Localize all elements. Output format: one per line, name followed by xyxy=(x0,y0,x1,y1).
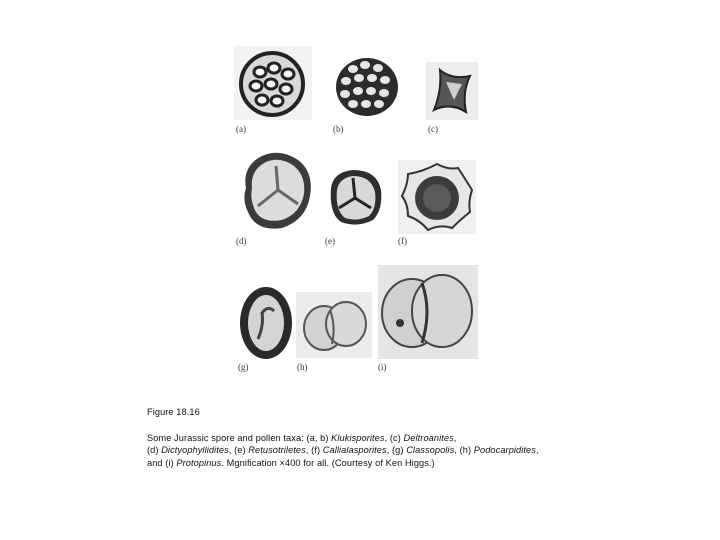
caption-label-g: (g) xyxy=(392,445,407,456)
panel-b-image xyxy=(333,55,401,119)
caption-taxon-i: Protopinus xyxy=(176,457,222,468)
panel-g-image xyxy=(238,285,294,361)
caption-label-i: and (i) xyxy=(147,457,177,468)
figure-number: Figure 18.16 xyxy=(147,407,200,417)
caption-sep: , xyxy=(454,445,460,456)
caption-label-h: (h) xyxy=(459,445,474,456)
panel-c-label: (c) xyxy=(428,124,438,134)
caption-sep: . xyxy=(221,457,227,468)
caption-sep: , xyxy=(386,445,392,456)
panel-a-label: (a) xyxy=(236,124,246,134)
caption-taxon-f: Callialasporites xyxy=(322,445,387,456)
caption-taxon-c: Deltroanites xyxy=(403,432,454,443)
caption-label-d: (d) xyxy=(147,445,162,456)
caption-taxon-e: Retusotriletes xyxy=(248,445,306,456)
caption-sep: , xyxy=(384,432,390,443)
caption-sep: , xyxy=(305,445,312,456)
panel-e-image xyxy=(325,166,385,230)
caption-taxon-h: Podocarpidites xyxy=(473,445,536,456)
panel-f-label: (f) xyxy=(398,236,407,246)
caption-taxon-d: Dictyophyllidites xyxy=(161,445,229,456)
caption-ending: Mgnification ×400 for all. (Courtesy of Ken Higgs.) xyxy=(226,457,435,468)
caption-sep: , xyxy=(535,445,539,456)
panel-i-image xyxy=(378,265,478,359)
caption-taxon-g: Classopolis xyxy=(406,445,455,456)
caption-label-f: (f) xyxy=(311,445,323,456)
caption-sep: , xyxy=(228,445,235,456)
caption-sep: , xyxy=(453,432,457,443)
panel-c-image xyxy=(426,62,478,120)
panel-f-image xyxy=(398,160,476,234)
figure-caption xyxy=(147,406,587,469)
caption-label-e: (e) xyxy=(234,445,249,456)
panel-h-image xyxy=(296,292,372,358)
panel-e-label: (e) xyxy=(325,236,335,246)
caption-label-c: (c) xyxy=(389,432,404,443)
panel-d-image xyxy=(236,148,318,234)
panel-b-label: (b) xyxy=(333,124,344,134)
panel-g-label: (g) xyxy=(238,362,249,372)
caption-intro: Some Jurassic spore and pollen taxa: xyxy=(147,432,307,443)
panel-i-label: (i) xyxy=(378,362,387,372)
panel-a-image xyxy=(234,46,312,120)
panel-d-label: (d) xyxy=(236,236,247,246)
caption-taxon-a-b: Klukisporites xyxy=(331,432,385,443)
panel-h-label: (h) xyxy=(297,362,308,372)
caption-label-a-b: (a, b) xyxy=(306,432,332,443)
